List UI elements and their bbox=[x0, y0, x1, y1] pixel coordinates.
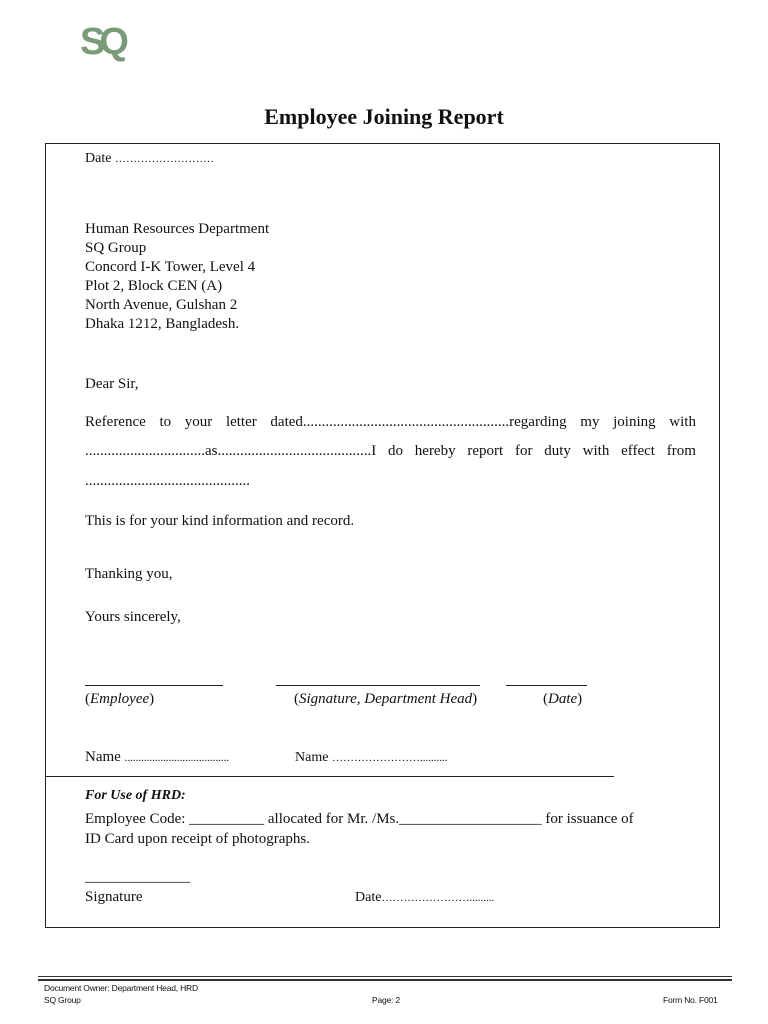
hrd-divider bbox=[46, 776, 614, 777]
employee-caption: (Employee) bbox=[85, 691, 155, 707]
name-label-2: Name bbox=[295, 750, 329, 765]
company-logo bbox=[78, 14, 123, 64]
address-line-4: Plot 2, Block CEN (A) bbox=[85, 278, 223, 294]
body-word: Reference bbox=[85, 414, 146, 430]
date-line bbox=[85, 149, 214, 169]
hrd-signature-label: Signature bbox=[85, 889, 143, 905]
sq-logo-icon bbox=[78, 14, 123, 64]
footer-page: Page: 2 bbox=[372, 995, 400, 1005]
name-field-1 bbox=[85, 748, 229, 768]
body-word: ................................as.........................................I bbox=[85, 443, 377, 459]
date-signature-line bbox=[506, 685, 587, 686]
body-word: your bbox=[184, 414, 213, 430]
thanks-line: Thanking you, bbox=[85, 566, 173, 582]
date-caption: (Date) bbox=[543, 691, 583, 707]
employee-signature-line bbox=[85, 685, 223, 686]
hrd-line-1: Employee Code: __________ allocated for Mr. /Ms.___________________ for issuance of bbox=[85, 811, 634, 827]
address-line-6: Dhaka 1212, Bangladesh. bbox=[85, 316, 240, 332]
hrd-heading: For Use of HRD: bbox=[85, 788, 186, 803]
body-word: from bbox=[666, 443, 696, 459]
date-label: Date bbox=[85, 151, 112, 166]
name-dots-1: ...................................... bbox=[124, 752, 230, 764]
page-title: Employee Joining Report bbox=[264, 104, 504, 129]
body-line-2 bbox=[85, 442, 696, 461]
body-word: for bbox=[514, 443, 533, 459]
dept-head-label: Signature, Department Head bbox=[299, 691, 473, 707]
hrd-date-label: Date bbox=[355, 890, 382, 905]
name-label-1: Name bbox=[85, 749, 121, 765]
address-line-2: SQ Group bbox=[85, 240, 147, 256]
body-word: letter bbox=[225, 414, 257, 430]
body-word: dated.......................................................regarding bbox=[270, 414, 567, 430]
body-word: report bbox=[467, 443, 504, 459]
body-word: joining bbox=[613, 414, 656, 430]
date-label-caption: Date bbox=[548, 691, 578, 707]
body-word: to bbox=[159, 414, 172, 430]
dept-head-signature-line bbox=[276, 685, 480, 686]
address-line-5: North Avenue, Gulshan 2 bbox=[85, 297, 238, 313]
body-word: hereby bbox=[414, 443, 456, 459]
body-word: with bbox=[582, 443, 610, 459]
body-word: my bbox=[580, 414, 600, 430]
footer-group: SQ Group bbox=[44, 995, 81, 1005]
hrd-date-dots: ……………………......... bbox=[381, 892, 495, 904]
footer-owner: Document Owner: Department Head, HRD bbox=[44, 983, 198, 993]
address-line-3: Concord I-K Tower, Level 4 bbox=[85, 259, 256, 275]
footer-form-number: Form No. F001 bbox=[663, 995, 718, 1005]
logo-text: SQ bbox=[80, 21, 123, 63]
footer-rule-top bbox=[38, 976, 732, 977]
body-word: with bbox=[669, 414, 696, 430]
body-line-3: ............................................ bbox=[85, 473, 250, 489]
dept-head-caption: (Signature, Department Head) bbox=[294, 691, 478, 707]
body-line-1 bbox=[85, 413, 696, 432]
closing-line: Yours sincerely, bbox=[85, 609, 181, 625]
hrd-signature-rule: ______________ bbox=[85, 869, 190, 885]
hrd-line-2: ID Card upon receipt of photographs. bbox=[85, 831, 310, 847]
info-line: This is for your kind information and record. bbox=[85, 513, 355, 529]
body-word: duty bbox=[544, 443, 571, 459]
body-word: do bbox=[388, 443, 404, 459]
employee-label: Employee bbox=[90, 691, 150, 707]
name-field-2 bbox=[295, 748, 447, 768]
date-dots: ……………………… bbox=[114, 153, 214, 165]
body-word: effect bbox=[621, 443, 655, 459]
name-dots-2: …………………….......... bbox=[331, 752, 448, 764]
salutation: Dear Sir, bbox=[85, 376, 139, 392]
footer-rule-bottom bbox=[38, 979, 732, 981]
hrd-date-field bbox=[355, 888, 494, 908]
address-line-1: Human Resources Department bbox=[85, 221, 270, 237]
